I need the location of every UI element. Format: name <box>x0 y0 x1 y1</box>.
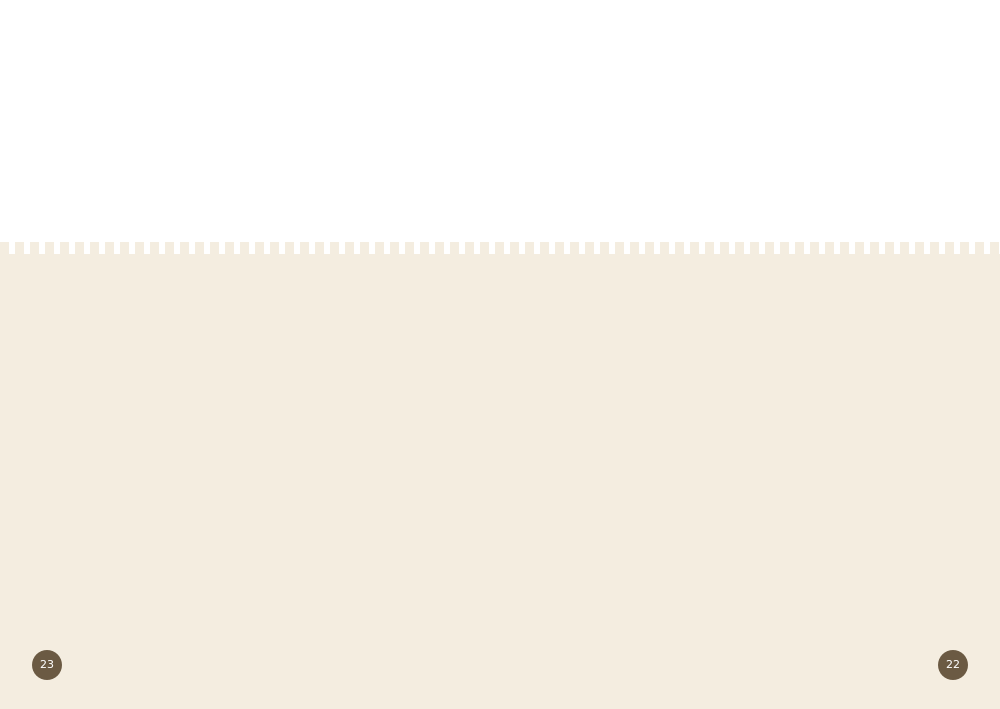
page-number-right: 22 <box>938 650 968 680</box>
page-text-area <box>0 0 1000 248</box>
page-puzzle-area <box>0 248 1000 709</box>
page-divider <box>0 242 1000 254</box>
page-number-left: 23 <box>32 650 62 680</box>
